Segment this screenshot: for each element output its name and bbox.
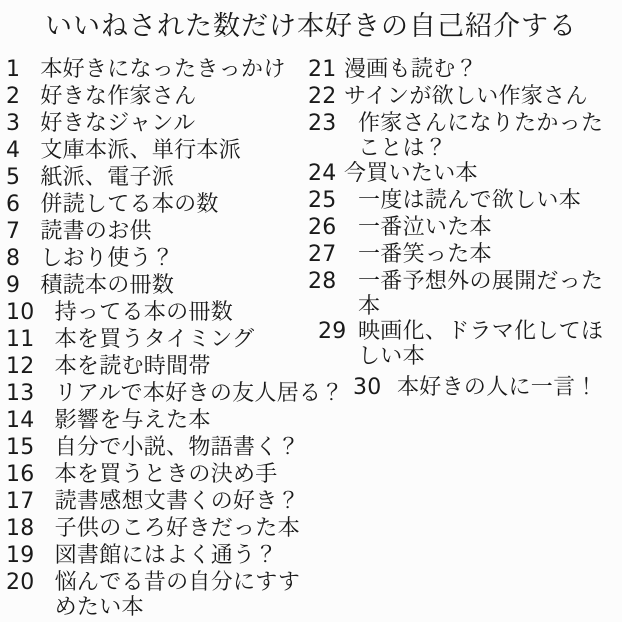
list-item: [6, 542, 344, 569]
item-number: 14: [6, 408, 35, 433]
item-text-line: サインが欲しい作家さん: [344, 84, 588, 109]
item-text-line: 子供のころ好きだった本: [54, 516, 300, 541]
item-text-line: 一度は読んで欲しい本: [358, 188, 582, 213]
item-text-line: 読書感想文書くの好き？: [54, 489, 300, 514]
item-text: [55, 326, 255, 353]
list-item: [6, 407, 344, 434]
item-text: [55, 380, 344, 407]
item-text-line: 併読してる本の数: [40, 192, 219, 217]
list-item: [353, 374, 603, 401]
item-text-line: 一番泣いた本: [358, 215, 492, 240]
item-text-line: 積読本の冊数: [40, 273, 175, 298]
item-number: 7: [6, 219, 21, 244]
list-item: [308, 268, 603, 318]
item-number: 24: [308, 161, 337, 186]
list-item: [6, 515, 344, 542]
item-number: 4: [6, 138, 21, 163]
item-text-line: リアルで本好きの友人居る？: [54, 381, 344, 406]
item-text-line: 自分で小説、物語書く？: [54, 435, 300, 460]
list-item: [318, 318, 603, 368]
list-item: [308, 241, 603, 268]
item-text-line: 本を買うタイミング: [54, 327, 255, 352]
item-text: [55, 488, 300, 515]
item-text: [358, 187, 581, 214]
item-text-line: 紙派、電子派: [40, 165, 175, 190]
item-number: 19: [6, 543, 35, 568]
list-item: [6, 488, 344, 515]
item-text: [358, 268, 603, 318]
item-text-line: しおり使う？: [40, 246, 175, 271]
item-text: [40, 56, 285, 83]
item-number: 17: [6, 489, 35, 514]
item-number: 25: [308, 188, 337, 213]
item-text-line: 映画化、ドラマ化してほ: [358, 319, 604, 344]
item-number: 1: [6, 57, 21, 82]
list-item: [6, 191, 344, 218]
item-number: 8: [6, 246, 21, 271]
item-number: 23: [308, 111, 337, 136]
item-text: [344, 56, 478, 83]
item-text-line: 好きな作家さん: [40, 84, 197, 109]
item-text: [40, 191, 218, 218]
item-text: [40, 164, 174, 191]
item-number: 28: [308, 269, 337, 294]
item-number: 13: [6, 381, 35, 406]
item-text: [55, 434, 300, 461]
list-item: [6, 164, 344, 191]
list-item: [6, 83, 344, 110]
item-text: [40, 137, 241, 164]
item-text: [344, 83, 588, 110]
item-number: 18: [6, 516, 35, 541]
list-item: [6, 110, 344, 137]
list-item: [308, 187, 603, 214]
list-item: [308, 83, 603, 110]
list-item: [6, 272, 344, 299]
list-item: [308, 110, 603, 160]
item-text-line: 本: [358, 294, 381, 319]
item-number: 16: [6, 462, 35, 487]
item-text: [55, 407, 211, 434]
item-text: [55, 542, 278, 569]
item-text-line: 影響を与えた本: [54, 408, 211, 433]
item-text-line: 文庫本派、単行本派: [40, 138, 242, 163]
item-number: 30: [353, 375, 382, 400]
item-number: 10: [6, 300, 35, 325]
item-text-line: 今買いたい本: [344, 161, 478, 186]
item-text-line: 読書のお供: [40, 219, 152, 244]
item-text: [40, 272, 174, 299]
item-text: [40, 245, 174, 272]
item-text: [358, 110, 603, 160]
item-text: [358, 214, 492, 241]
item-text-line: 悩んでる昔の自分にすす: [54, 570, 301, 595]
item-text-line: 本を買うときの決め手: [54, 462, 278, 487]
item-text-line: ことは？: [358, 136, 448, 161]
item-text: [344, 160, 478, 187]
item-text-line: 一番笑った本: [358, 242, 492, 267]
list-item: [6, 569, 344, 619]
item-text-line: 本を読む時間帯: [54, 354, 211, 379]
item-text-line: 本好きの人に一言！: [397, 375, 598, 400]
item-text: [55, 461, 278, 488]
list-item: [6, 137, 344, 164]
question-list-right: [308, 56, 603, 401]
item-text: [55, 299, 233, 326]
list-item: [308, 214, 603, 241]
item-text: [358, 318, 603, 368]
item-number: 5: [6, 165, 21, 190]
item-number: 11: [6, 327, 35, 352]
item-text: [358, 241, 492, 268]
item-text-line: 図書館にはよく通う？: [54, 543, 278, 568]
item-text-line: しい本: [358, 344, 425, 369]
item-number: 27: [308, 242, 337, 267]
page-title: いいねされた数だけ本好きの自己紹介する: [45, 11, 577, 42]
item-number: 26: [308, 215, 337, 240]
list-item: [6, 218, 344, 245]
item-number: 3: [6, 111, 21, 136]
item-text-line: 持ってる本の冊数: [54, 300, 234, 325]
list-item: [6, 380, 344, 407]
list-item: [6, 245, 344, 272]
question-list-left: [6, 56, 344, 619]
item-number: 29: [318, 319, 347, 344]
item-text: [40, 83, 196, 110]
item-text-line: めたい本: [54, 595, 144, 620]
item-text-line: 一番予想外の展開だった: [358, 269, 604, 294]
list-item: [6, 461, 344, 488]
item-number: 9: [6, 273, 21, 298]
list-item: [308, 160, 603, 187]
item-number: 2: [6, 84, 21, 109]
item-text: [40, 110, 195, 137]
list-item: [6, 434, 344, 461]
item-text-line: 作家さんになりたかった: [358, 111, 604, 136]
item-text-line: 漫画も読む？: [344, 57, 478, 82]
list-item: [6, 353, 344, 380]
item-text: [40, 218, 152, 245]
item-number: 6: [6, 192, 21, 217]
item-text-line: 好きなジャンル: [40, 111, 196, 136]
item-number: 21: [308, 57, 337, 82]
item-text: [55, 569, 301, 619]
list-item: [6, 56, 344, 83]
item-text: [55, 353, 211, 380]
item-number: 20: [6, 570, 35, 595]
item-text-line: 本好きになったきっかけ: [40, 57, 286, 82]
list-item: [308, 56, 603, 83]
list-item: [6, 299, 344, 326]
item-text: [55, 515, 300, 542]
list-item: [6, 326, 344, 353]
item-number: 12: [6, 354, 35, 379]
item-number: 22: [308, 84, 337, 109]
item-number: 15: [6, 435, 35, 460]
item-text: [397, 374, 598, 401]
